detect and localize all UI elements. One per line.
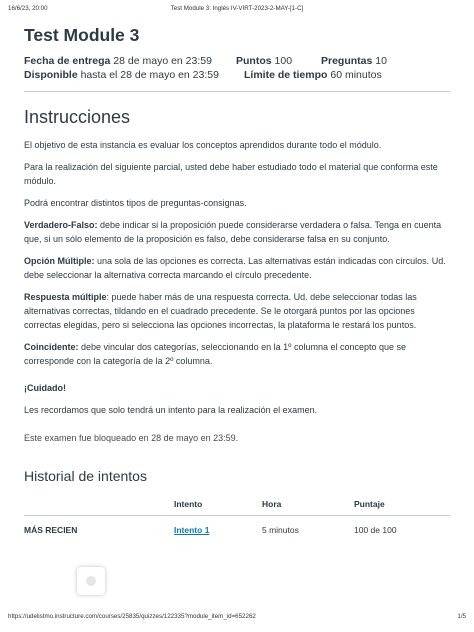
details-divider	[24, 91, 450, 92]
points-label: Puntos	[236, 55, 272, 67]
column-header-blank	[24, 495, 174, 516]
warning-title	[24, 381, 450, 395]
time-limit-label: Límite de tiempo	[244, 69, 328, 81]
multiple-answer-text: : puede haber más de una respuesta correcta. Ud. debe seleccionar todas las alternativas correctas, tildando en el cuadrado precedente. Se le otorgará puntos por las opciones correctas elegidas, pero si selecciona las opciones incorrectas, la plataforma le restará los puntos.	[24, 292, 417, 330]
questions-label: Preguntas	[321, 55, 373, 67]
warning-label: ¡Cuidado!	[24, 383, 66, 393]
quiz-content	[24, 22, 450, 543]
available	[24, 67, 219, 83]
available-label: Disponible	[24, 69, 78, 81]
latest-attempt-label: MÁS RECIEN	[24, 525, 78, 535]
available-value: hasta el 28 de mayo en 23:59	[80, 69, 219, 81]
print-page-number: 1/5	[457, 613, 466, 620]
multiple-answer-term: Respuesta múltiple	[24, 292, 107, 302]
avatar-placeholder	[86, 576, 96, 586]
quiz-details	[24, 53, 450, 87]
multiple-answer-description	[24, 290, 450, 332]
true-false-description	[24, 218, 450, 246]
matching-description	[24, 340, 450, 368]
matching-text: debe vincular dos categorías, seleccionando en la 1º columna el concepto que se corresponde con la categoría de la 2º columna.	[24, 342, 407, 366]
time-limit-value: 60 minutos	[330, 69, 382, 81]
multiple-choice-text: una sola de las opciones es correcta. Las alternativas están indicadas con círculos. Ud. debe seleccionar la alternativa correcta marcando el círculo precedente.	[24, 256, 446, 280]
print-page-title: Test Module 3: Inglés IV-VIRT-2023-2-MAY-[1-C]	[170, 5, 304, 12]
due-value: 28 de mayo en 23:59	[113, 55, 212, 67]
print-datetime: 16/6/23, 20:00	[8, 5, 48, 12]
warning-text: Les recordamos que solo tendrá un intento para la realización el examen.	[24, 405, 318, 415]
multiple-choice-description	[24, 254, 450, 282]
attempt-history-header-row	[24, 495, 450, 516]
instructions-preparation: Para la realización del siguiente parcial, usted debe haber estudiado todo el material que conforma este módulo.	[24, 162, 438, 186]
column-header-score: Puntaje	[354, 495, 450, 516]
true-false-term: Verdadero-Falso:	[24, 220, 98, 230]
attempt-link[interactable]: Intento 1	[174, 525, 210, 535]
column-header-time: Hora	[262, 495, 354, 516]
instructions-question-types: Podrá encontrar distintos tipos de preguntas-consignas.	[24, 198, 247, 208]
instructions-heading: Instrucciones	[24, 107, 131, 127]
column-header-attempt: Intento	[174, 495, 262, 516]
table-row	[24, 516, 450, 544]
matching-term: Coincidente:	[24, 342, 79, 352]
multiple-choice-term: Opción Múltiple:	[24, 256, 95, 266]
quiz-title: Test Module 3	[24, 25, 140, 45]
time-limit	[244, 67, 382, 83]
print-footer	[8, 613, 466, 622]
attempt-time: 5 minutos	[262, 525, 299, 535]
true-false-text: debe indicar si la proposición puede considerarse verdadera o falsa. Tenga en cuenta que, si un sólo elemento de la proposición es falso, debe considerarse falsa en su conjunto.	[24, 220, 442, 244]
attempt-score: 100 de 100	[354, 525, 397, 535]
due-label: Fecha de entrega	[24, 55, 111, 67]
points-value: 100	[274, 55, 293, 67]
print-url: https://udelistmo.instructure.com/courses/25835/quizzes/122335?module_item_id=652262	[8, 613, 256, 620]
attempt-history-heading: Historial de intentos	[24, 468, 147, 484]
attempt-cell	[174, 516, 262, 544]
quiz-locked-notice: Este examen fue bloqueado en 28 de mayo en 23:59.	[24, 433, 239, 443]
questions-value: 10	[375, 55, 387, 67]
floating-avatar-icon[interactable]	[77, 567, 105, 595]
attempt-history-table	[24, 495, 450, 543]
print-header	[8, 5, 466, 14]
instructions-objective: El objetivo de esta instancia es evaluar los conceptos aprendidos durante todo el módulo.	[24, 140, 382, 150]
